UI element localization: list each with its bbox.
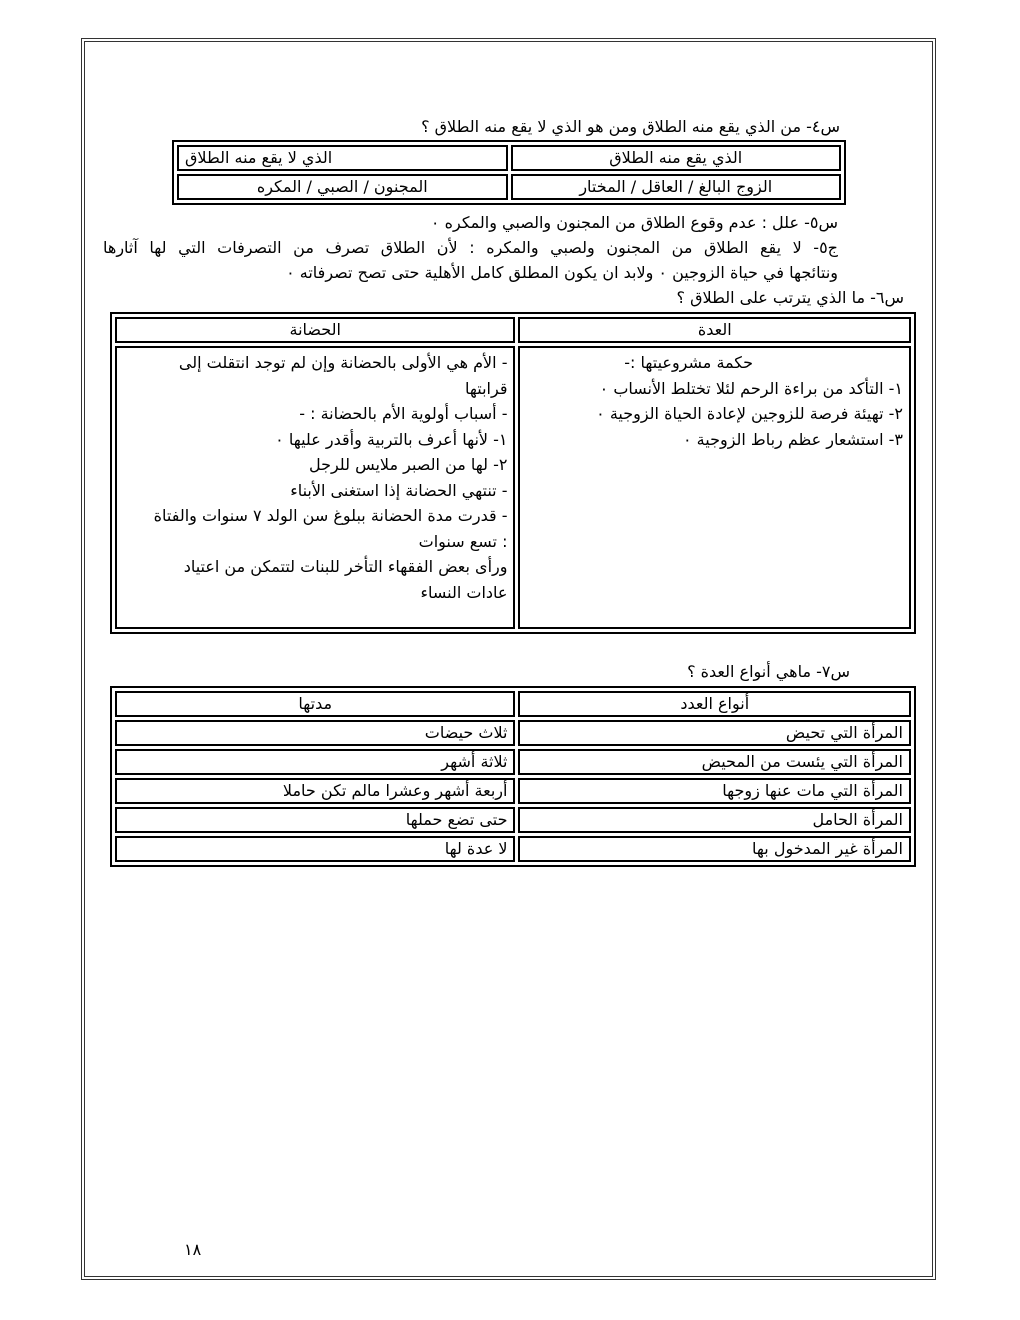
- q6-hadana-item: ١- لأنها أعرف بالتربية وأقدر عليها ٠: [275, 429, 508, 449]
- q6-idda-item: ٢- تهيئة فرصة للزوجين لإعادة الحياة الزوجية ٠: [596, 404, 903, 423]
- q7-type-cell: المرأة الحامل: [518, 807, 911, 833]
- q4-header-occurs: الذي يقع منه الطلاق: [511, 145, 842, 171]
- q6-idda-item: ٣- استشعار عظم رباط الزوجية ٠: [682, 429, 903, 449]
- q4-header-not-occurs-text: الذي لا يقع منه الطلاق: [185, 148, 333, 167]
- q7-type-cell: المرأة التي يئست من المحيض: [518, 749, 911, 775]
- q6-idda-cell: [518, 346, 911, 629]
- q7-duration-cell: لا عدة لها: [115, 836, 515, 862]
- q6-table: [110, 312, 916, 634]
- q5-answer-line1: ج٥- لا يقع الطلاق من المجنون ولصبي والمكره : لأن الطلاق تصرف من التصرفات التي لها آثارها: [103, 238, 838, 257]
- q7-duration-cell: حتى تضع حملها: [115, 807, 515, 833]
- q7-header-types: أنواع العدد: [518, 691, 911, 717]
- q4-header-not-occurs: [177, 145, 508, 171]
- q7-duration-cell: أربعة أشهر وعشرا مالم تكن حاملا: [115, 778, 515, 804]
- q7-type-cell: المرأة التي مات عنها زوجها: [518, 778, 911, 804]
- q6-hadana-item: ورأى بعض الفقهاء التأخر للبنات لتتمكن من اعتياد عادات النساء: [183, 557, 508, 602]
- q6-question: س٦- ما الذي يترتب على الطلاق ؟: [676, 288, 904, 307]
- q4-question: س٤- من الذي يقع منه الطلاق ومن هو الذي لا يقع منه الطلاق ؟: [421, 117, 840, 136]
- q6-header-hadana: الحضانة: [115, 317, 515, 343]
- q7-table: [110, 686, 916, 867]
- q5-answer-line2: ونتائجها في حياة الزوجين ٠ ولابد ان يكون المطلق كامل الأهلية حتى تصح تصرفاته ٠: [286, 263, 838, 282]
- q7-duration-cell: ثلاث حيضات: [115, 720, 515, 746]
- page-number: ١٨: [184, 1240, 202, 1259]
- q7-question: س٧- ماهي أنواع العدة ؟: [687, 662, 850, 681]
- q4-cell-occurs: الزوج البالغ / العاقل / المختار: [511, 174, 842, 200]
- q6-idda-item: حكمة مشروعيتها :-: [624, 353, 753, 372]
- q7-duration-cell: ثلاثة أشهر: [115, 749, 515, 775]
- q6-hadana-item: - قدرت مدة الحضانة ببلوغ سن الولد ٧ سنوات والفتاة : تسع سنوات: [153, 506, 508, 551]
- q4-table: [172, 140, 846, 205]
- q6-hadana-item: ٢- لها من الصبر ملايس للرجل: [308, 455, 508, 474]
- q7-header-duration: مدتها: [115, 691, 515, 717]
- q6-idda-item: ١- التأكد من براءة الرحم لئلا تختلط الأنساب ٠: [599, 378, 903, 398]
- q6-header-idda: العدة: [518, 317, 911, 343]
- q6-hadana-item: - الأم هي الأولى بالحضانة وإن لم توجد انتقلت إلى قرابتها: [178, 353, 508, 398]
- q7-type-cell: المرأة غير المدخول بها: [518, 836, 911, 862]
- q6-hadana-item: - أسباب أولوية الأم بالحضانة : -: [299, 404, 508, 423]
- q4-cell-not-occurs: المجنون / الصبي / المكره: [177, 174, 508, 200]
- q7-type-cell: المرأة التي تحيض: [518, 720, 911, 746]
- q5-question: س٥- علل : عدم وقوع الطلاق من المجنون والصبي والمكره ٠: [430, 213, 838, 232]
- q6-hadana-cell: [115, 346, 515, 629]
- q6-hadana-item: - تنتهي الحضانة إذا استغنى الأبناء: [290, 480, 508, 500]
